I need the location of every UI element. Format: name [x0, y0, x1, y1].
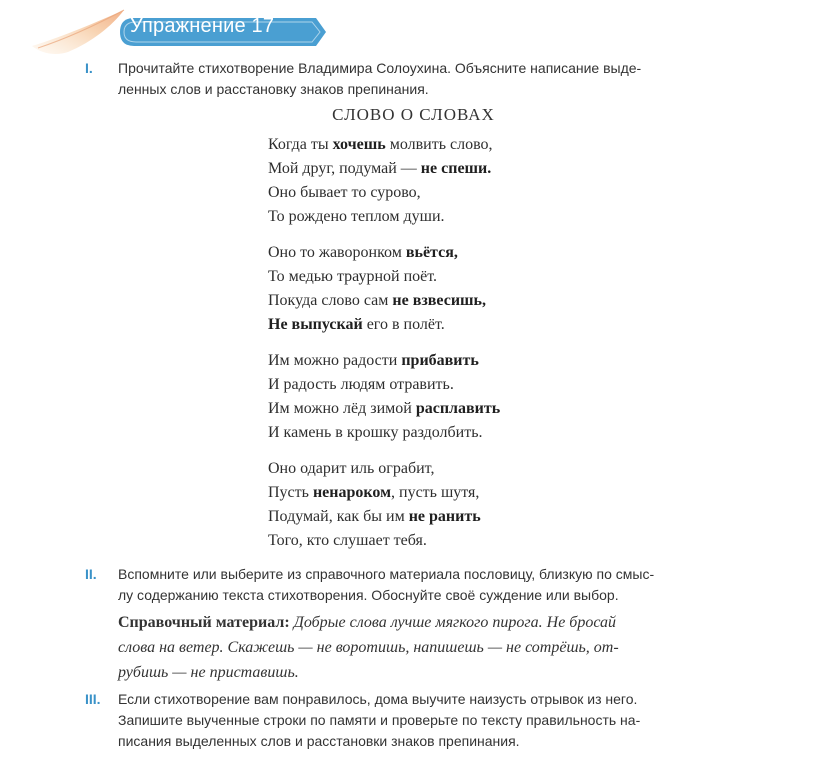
reference-material: [118, 610, 798, 685]
poem-line-text: молвить слово,: [385, 136, 493, 153]
reference-line: [118, 660, 798, 685]
poem-line: [268, 265, 500, 289]
poem-title: СЛОВО О СЛОВАХ: [332, 105, 495, 124]
poem-line: [268, 421, 500, 445]
poem-line: [268, 529, 500, 553]
poem-line-text: Мой друг, подумай —: [268, 160, 421, 177]
poem-line: [268, 181, 500, 205]
exercise-title: Упражнение 17: [130, 15, 275, 37]
poem-line: [268, 457, 500, 481]
poem-line-text: И радость людям отравить.: [268, 376, 454, 393]
poem-stanza: [268, 133, 500, 229]
highlighted-word: расплавить: [415, 400, 501, 417]
task-2-marker: II.: [85, 566, 97, 582]
poem-line-text: Подумай, как бы им: [268, 508, 409, 525]
task-3-line: Если стихотворение вам понравилось, дома выучите наизусть отрывок из него.: [118, 691, 638, 707]
poem-line: [268, 157, 500, 181]
task-2-line: Вспомните или выберите из справочного материала пословицу, близкую по смыс-: [118, 566, 655, 582]
poem-line: [268, 289, 500, 313]
poem-stanza: [268, 457, 500, 553]
reference-line: [118, 635, 798, 660]
task-2-text: [118, 564, 654, 606]
reference-line: [118, 610, 798, 635]
highlighted-word: вьётся,: [405, 244, 458, 261]
task-1-line: Прочитайте стихотворение Владимира Солоухина. Объясните написание выде-: [118, 60, 642, 76]
poem-line: [268, 505, 500, 529]
poem-line: [268, 241, 500, 265]
task-3-line: Запишите выученные строки по памяти и проверьте по тексту правильность на-: [118, 712, 641, 728]
poem-line: [268, 481, 500, 505]
task-3-marker: III.: [85, 691, 101, 707]
poem-line-text: Им можно лёд зимой: [268, 400, 416, 417]
poem-stanza: [268, 241, 500, 337]
poem-line-text: И камень в крошку раздолбить.: [268, 424, 483, 441]
task-3-text: [118, 689, 640, 752]
poem-stanza: [268, 349, 500, 445]
exercise-header: [28, 8, 328, 54]
highlighted-word: не ранить: [408, 508, 481, 525]
proverb-text: Добрые слова лучше мягкого пирога. Не бросай: [289, 614, 617, 631]
poem-line: [268, 349, 500, 373]
poem-line: [268, 313, 500, 337]
poem: [268, 133, 500, 565]
poem-line-text: Покуда слово сам: [268, 292, 393, 309]
proverb-text: слова на ветер. Скажешь — не воротишь, напишешь — не сотрёшь, от-: [118, 639, 619, 656]
task-2-line: лу содержанию текста стихотворения. Обоснуйте своё суждение или выбор.: [118, 587, 619, 603]
poem-line-text: То рождено теплом души.: [268, 208, 445, 225]
highlighted-word: не спеши.: [420, 160, 492, 177]
reference-label: Справочный материал:: [118, 614, 290, 631]
poem-line: [268, 397, 500, 421]
poem-line: [268, 205, 500, 229]
poem-line-text: Когда ты: [268, 136, 333, 153]
highlighted-word: не взвесишь,: [392, 292, 487, 309]
proverb-text: рубишь — не приставишь.: [118, 664, 299, 681]
task-1-marker: I.: [85, 60, 93, 76]
poem-line-text: Оно бывает то сурово,: [268, 184, 421, 201]
poem-line: [268, 373, 500, 397]
poem-line-text: То медью траурной поёт.: [268, 268, 438, 285]
highlighted-word: прибавить: [401, 352, 479, 369]
highlighted-word: ненароком: [312, 484, 391, 501]
task-1-text: [118, 58, 641, 100]
task-1-line: ленных слов и расстановку знаков препинания.: [118, 81, 429, 97]
task-3-line: писания выделенных слов и расстановки знаков препинания.: [118, 733, 520, 749]
poem-line-text: Им можно радости: [268, 352, 402, 369]
poem-line-text: его в полёт.: [362, 316, 445, 333]
poem-line-text: , пусть шутя,: [391, 484, 480, 501]
poem-line-text: Оно то жаворонком: [268, 244, 406, 261]
poem-line: [268, 133, 500, 157]
poem-line-text: Пусть: [268, 484, 313, 501]
poem-line-text: Того, кто слушает тебя.: [268, 532, 427, 549]
highlighted-word: Не выпускай: [268, 316, 363, 333]
highlighted-word: хочешь: [332, 136, 386, 153]
poem-line-text: Оно одарит иль ограбит,: [268, 460, 435, 477]
